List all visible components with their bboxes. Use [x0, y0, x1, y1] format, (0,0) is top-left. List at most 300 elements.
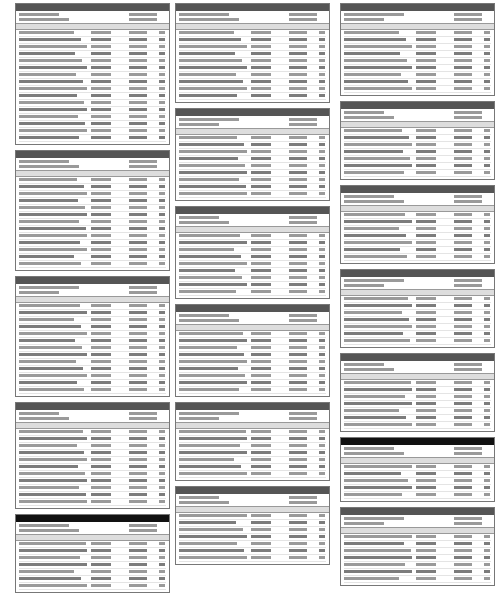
cell-placeholder: [179, 248, 234, 251]
meta-text-placeholder: [344, 200, 404, 203]
cell-placeholder: [91, 367, 111, 370]
table-body: [341, 30, 494, 95]
table-row: [344, 247, 491, 254]
report-panel: [340, 507, 495, 586]
cell-placeholder: [484, 577, 490, 580]
cell-placeholder: [159, 199, 165, 202]
panel-meta: [341, 109, 494, 121]
cell-placeholder: [159, 563, 165, 566]
cell-placeholder: [319, 185, 325, 188]
cell-placeholder: [19, 241, 80, 244]
cell-placeholder: [319, 241, 325, 244]
cell-placeholder: [344, 234, 406, 237]
cell-placeholder: [484, 549, 490, 552]
table-row: [19, 457, 166, 464]
cell-placeholder: [344, 570, 412, 573]
cell-placeholder: [159, 500, 165, 503]
cell-placeholder: [319, 150, 325, 153]
meta-line: [344, 283, 491, 288]
table-row: [179, 37, 326, 44]
table-body: [16, 30, 169, 144]
table-row: [179, 429, 326, 436]
cell-placeholder: [19, 213, 87, 216]
table-row: [19, 58, 166, 65]
cell-placeholder: [289, 192, 307, 195]
cell-placeholder: [484, 87, 490, 90]
cell-placeholder: [344, 388, 412, 391]
cell-placeholder: [251, 94, 271, 97]
panel-meta: [176, 11, 329, 23]
cell-placeholder: [344, 171, 404, 174]
cell-placeholder: [91, 136, 111, 139]
cell-placeholder: [484, 38, 490, 41]
cell-placeholder: [484, 150, 490, 153]
cell-placeholder: [289, 87, 307, 90]
cell-placeholder: [129, 213, 147, 216]
cell-placeholder: [91, 192, 111, 195]
meta-value-placeholder: [454, 18, 482, 21]
cell-placeholder: [344, 416, 406, 419]
table-body: [16, 177, 169, 270]
panel-title: [341, 270, 494, 277]
cell-placeholder: [19, 318, 74, 321]
cell-placeholder: [179, 339, 247, 342]
cell-placeholder: [159, 556, 165, 559]
cell-placeholder: [179, 45, 247, 48]
cell-placeholder: [416, 409, 436, 412]
cell-placeholder: [484, 73, 490, 76]
cell-placeholder: [19, 31, 74, 34]
cell-placeholder: [129, 101, 147, 104]
cell-placeholder: [319, 346, 325, 349]
meta-text-placeholder: [179, 118, 239, 121]
cell-placeholder: [289, 150, 307, 153]
cell-placeholder: [19, 451, 84, 454]
meta-text-placeholder: [179, 13, 229, 16]
meta-value-placeholder: [129, 160, 157, 163]
table-row: [19, 240, 166, 247]
cell-placeholder: [289, 276, 307, 279]
cell-placeholder: [319, 444, 325, 447]
meta-text-placeholder: [179, 412, 239, 415]
cell-placeholder: [91, 262, 111, 265]
report-panel: [15, 276, 170, 397]
cell-placeholder: [251, 514, 271, 517]
cell-placeholder: [319, 437, 325, 440]
cell-placeholder: [91, 178, 111, 181]
cell-placeholder: [129, 31, 147, 34]
table-row: [179, 86, 326, 93]
cell-placeholder: [159, 458, 165, 461]
cell-placeholder: [251, 374, 271, 377]
cell-placeholder: [416, 31, 436, 34]
cell-placeholder: [179, 234, 240, 237]
panel-title: [16, 4, 169, 11]
cell-placeholder: [251, 353, 271, 356]
cell-placeholder: [19, 353, 87, 356]
table-row: [344, 415, 491, 422]
cell-placeholder: [344, 248, 400, 251]
cell-placeholder: [344, 164, 412, 167]
table-row: [19, 450, 166, 457]
cell-placeholder: [179, 192, 247, 195]
cell-placeholder: [19, 437, 87, 440]
cell-placeholder: [319, 94, 325, 97]
cell-placeholder: [129, 73, 147, 76]
cell-placeholder: [129, 444, 147, 447]
table-row: [19, 303, 166, 310]
cell-placeholder: [454, 255, 472, 258]
meta-value-placeholder: [454, 447, 482, 450]
meta-value-placeholder: [289, 18, 317, 21]
panel-title: [341, 186, 494, 193]
panel-title: [341, 4, 494, 11]
cell-placeholder: [251, 248, 271, 251]
cell-placeholder: [289, 381, 307, 384]
cell-placeholder: [454, 465, 472, 468]
table-body: [341, 296, 494, 347]
table-row: [179, 289, 326, 296]
cell-placeholder: [319, 164, 325, 167]
column-right: [340, 3, 495, 591]
cell-placeholder: [484, 416, 490, 419]
cell-placeholder: [179, 38, 241, 41]
cell-placeholder: [416, 80, 436, 83]
cell-placeholder: [344, 52, 400, 55]
cell-placeholder: [289, 332, 307, 335]
table-header: [16, 23, 169, 30]
cell-placeholder: [484, 325, 490, 328]
cell-placeholder: [91, 45, 111, 48]
cell-placeholder: [251, 472, 271, 475]
panel-meta: [16, 158, 169, 170]
cell-placeholder: [319, 514, 325, 517]
cell-placeholder: [416, 143, 436, 146]
cell-placeholder: [484, 66, 490, 69]
cell-placeholder: [484, 143, 490, 146]
table-row: [344, 471, 491, 478]
table-header: [341, 205, 494, 212]
table-row: [179, 191, 326, 198]
cell-placeholder: [454, 248, 472, 251]
cell-placeholder: [251, 38, 271, 41]
cell-placeholder: [484, 255, 490, 258]
cell-placeholder: [416, 570, 436, 573]
cell-placeholder: [179, 164, 245, 167]
cell-placeholder: [19, 430, 83, 433]
table-row: [179, 58, 326, 65]
cell-placeholder: [289, 353, 307, 356]
cell-placeholder: [179, 360, 247, 363]
cell-placeholder: [416, 164, 436, 167]
table-row: [344, 135, 491, 142]
cell-placeholder: [19, 388, 84, 391]
table-row: [19, 478, 166, 485]
table-row: [19, 345, 166, 352]
meta-text-placeholder: [179, 216, 219, 219]
cell-placeholder: [179, 66, 247, 69]
meta-value-placeholder: [129, 165, 157, 168]
table-row: [19, 324, 166, 331]
cell-placeholder: [159, 479, 165, 482]
cell-placeholder: [19, 563, 87, 566]
cell-placeholder: [251, 31, 271, 34]
cell-placeholder: [484, 241, 490, 244]
cell-placeholder: [319, 360, 325, 363]
panel-title: [176, 487, 329, 494]
meta-line: [19, 164, 166, 169]
cell-placeholder: [91, 59, 111, 62]
cell-placeholder: [19, 262, 81, 265]
panel-title: [176, 109, 329, 116]
cell-placeholder: [179, 444, 240, 447]
meta-value-placeholder: [454, 13, 482, 16]
table-row: [344, 534, 491, 541]
cell-placeholder: [454, 143, 472, 146]
table-row: [179, 457, 326, 464]
cell-placeholder: [344, 129, 402, 132]
cell-placeholder: [251, 164, 271, 167]
table-row: [19, 233, 166, 240]
cell-placeholder: [344, 220, 412, 223]
cell-placeholder: [129, 318, 147, 321]
cell-placeholder: [454, 157, 472, 160]
cell-placeholder: [251, 290, 271, 293]
cell-placeholder: [289, 59, 307, 62]
cell-placeholder: [251, 360, 271, 363]
cell-placeholder: [19, 486, 79, 489]
table-header: [176, 422, 329, 429]
cell-placeholder: [484, 388, 490, 391]
meta-line: [344, 199, 491, 204]
cell-placeholder: [454, 402, 472, 405]
table-row: [19, 555, 166, 562]
meta-line: [179, 122, 326, 127]
table-row: [19, 51, 166, 58]
cell-placeholder: [344, 409, 399, 412]
table-row: [179, 527, 326, 534]
meta-text-placeholder: [179, 221, 229, 224]
report-panel: [340, 353, 495, 432]
cell-placeholder: [484, 45, 490, 48]
cell-placeholder: [454, 381, 472, 384]
cell-placeholder: [289, 31, 307, 34]
cell-placeholder: [454, 318, 472, 321]
table-row: [344, 226, 491, 233]
cell-placeholder: [344, 59, 407, 62]
cell-placeholder: [129, 206, 147, 209]
cell-placeholder: [129, 374, 147, 377]
cell-placeholder: [91, 241, 111, 244]
cell-placeholder: [159, 80, 165, 83]
column-left: [15, 3, 170, 598]
cell-placeholder: [251, 234, 271, 237]
meta-text-placeholder: [344, 116, 394, 119]
table-row: [19, 443, 166, 450]
meta-text-placeholder: [344, 279, 404, 282]
panel-title: [176, 4, 329, 11]
cell-placeholder: [416, 73, 436, 76]
cell-placeholder: [159, 577, 165, 580]
cell-placeholder: [319, 276, 325, 279]
cell-placeholder: [289, 185, 307, 188]
cell-placeholder: [289, 535, 307, 538]
table-body: [341, 212, 494, 263]
table-row: [179, 443, 326, 450]
cell-placeholder: [289, 255, 307, 258]
table-body: [341, 380, 494, 431]
meta-value-placeholder: [454, 195, 482, 198]
cell-placeholder: [159, 234, 165, 237]
cell-placeholder: [179, 157, 238, 160]
cell-placeholder: [19, 192, 87, 195]
table-row: [344, 51, 491, 58]
table-body: [176, 331, 329, 396]
table-row: [179, 142, 326, 149]
cell-placeholder: [319, 535, 325, 538]
cell-placeholder: [319, 73, 325, 76]
cell-placeholder: [129, 192, 147, 195]
cell-placeholder: [454, 80, 472, 83]
cell-placeholder: [319, 556, 325, 559]
cell-placeholder: [319, 248, 325, 251]
cell-placeholder: [251, 465, 271, 468]
cell-placeholder: [159, 311, 165, 314]
cell-placeholder: [129, 45, 147, 48]
meta-text-placeholder: [19, 286, 79, 289]
table-row: [19, 184, 166, 191]
cell-placeholder: [289, 430, 307, 433]
cell-placeholder: [416, 255, 436, 258]
table-row: [179, 352, 326, 359]
meta-line: [19, 290, 166, 295]
cell-placeholder: [91, 353, 111, 356]
cell-placeholder: [416, 381, 436, 384]
cell-placeholder: [416, 577, 436, 580]
table-row: [179, 387, 326, 394]
cell-placeholder: [454, 220, 472, 223]
cell-placeholder: [91, 199, 111, 202]
table-row: [19, 492, 166, 499]
cell-placeholder: [484, 409, 490, 412]
cell-placeholder: [319, 367, 325, 370]
cell-placeholder: [484, 129, 490, 132]
cell-placeholder: [416, 339, 436, 342]
panel-meta: [176, 312, 329, 324]
cell-placeholder: [19, 227, 86, 230]
cell-placeholder: [289, 388, 307, 391]
cell-placeholder: [19, 500, 87, 503]
cell-placeholder: [159, 304, 165, 307]
table-row: [344, 170, 491, 177]
cell-placeholder: [251, 136, 271, 139]
cell-placeholder: [289, 514, 307, 517]
table-row: [344, 163, 491, 170]
panel-title: [341, 438, 494, 445]
cell-placeholder: [129, 66, 147, 69]
meta-text-placeholder: [19, 291, 59, 294]
meta-value-placeholder: [129, 286, 157, 289]
meta-text-placeholder: [19, 412, 59, 415]
panel-meta: [176, 116, 329, 128]
cell-placeholder: [251, 339, 271, 342]
cell-placeholder: [129, 248, 147, 251]
cell-placeholder: [251, 437, 271, 440]
cell-placeholder: [319, 136, 325, 139]
cell-placeholder: [159, 367, 165, 370]
cell-placeholder: [454, 577, 472, 580]
table-body: [16, 541, 169, 592]
cell-placeholder: [344, 241, 412, 244]
cell-placeholder: [454, 332, 472, 335]
cell-placeholder: [91, 227, 111, 230]
table-row: [179, 247, 326, 254]
cell-placeholder: [251, 521, 271, 524]
cell-placeholder: [416, 486, 436, 489]
table-row: [344, 422, 491, 429]
cell-placeholder: [416, 248, 436, 251]
table-row: [19, 219, 166, 226]
cell-placeholder: [454, 241, 472, 244]
cell-placeholder: [159, 465, 165, 468]
cell-placeholder: [159, 241, 165, 244]
meta-text-placeholder: [344, 18, 384, 21]
meta-text-placeholder: [179, 496, 219, 499]
cell-placeholder: [91, 38, 111, 41]
table-row: [179, 471, 326, 478]
cell-placeholder: [91, 129, 111, 132]
cell-placeholder: [91, 31, 111, 34]
cell-placeholder: [19, 458, 87, 461]
cell-placeholder: [319, 87, 325, 90]
table-row: [19, 261, 166, 268]
table-row: [179, 268, 326, 275]
cell-placeholder: [129, 87, 147, 90]
cell-placeholder: [19, 549, 87, 552]
cell-placeholder: [484, 402, 490, 405]
cell-placeholder: [91, 577, 111, 580]
table-header: [341, 373, 494, 380]
cell-placeholder: [319, 234, 325, 237]
meta-text-placeholder: [19, 18, 69, 21]
table-body: [16, 303, 169, 396]
cell-placeholder: [179, 465, 241, 468]
cell-placeholder: [159, 38, 165, 41]
cell-placeholder: [484, 472, 490, 475]
panel-meta: [176, 494, 329, 506]
cell-placeholder: [19, 94, 77, 97]
cell-placeholder: [344, 213, 405, 216]
cell-placeholder: [289, 472, 307, 475]
cell-placeholder: [91, 486, 111, 489]
cell-placeholder: [179, 374, 245, 377]
table-row: [344, 72, 491, 79]
cell-placeholder: [159, 381, 165, 384]
cell-placeholder: [484, 339, 490, 342]
cell-placeholder: [416, 227, 436, 230]
table-row: [344, 317, 491, 324]
table-body: [341, 128, 494, 179]
cell-placeholder: [289, 339, 307, 342]
table-row: [19, 499, 166, 506]
table-body: [341, 534, 494, 585]
cell-placeholder: [91, 493, 111, 496]
report-panel: [15, 150, 170, 271]
cell-placeholder: [289, 73, 307, 76]
cell-placeholder: [251, 255, 271, 258]
meta-value-placeholder: [454, 517, 482, 520]
cell-placeholder: [159, 318, 165, 321]
